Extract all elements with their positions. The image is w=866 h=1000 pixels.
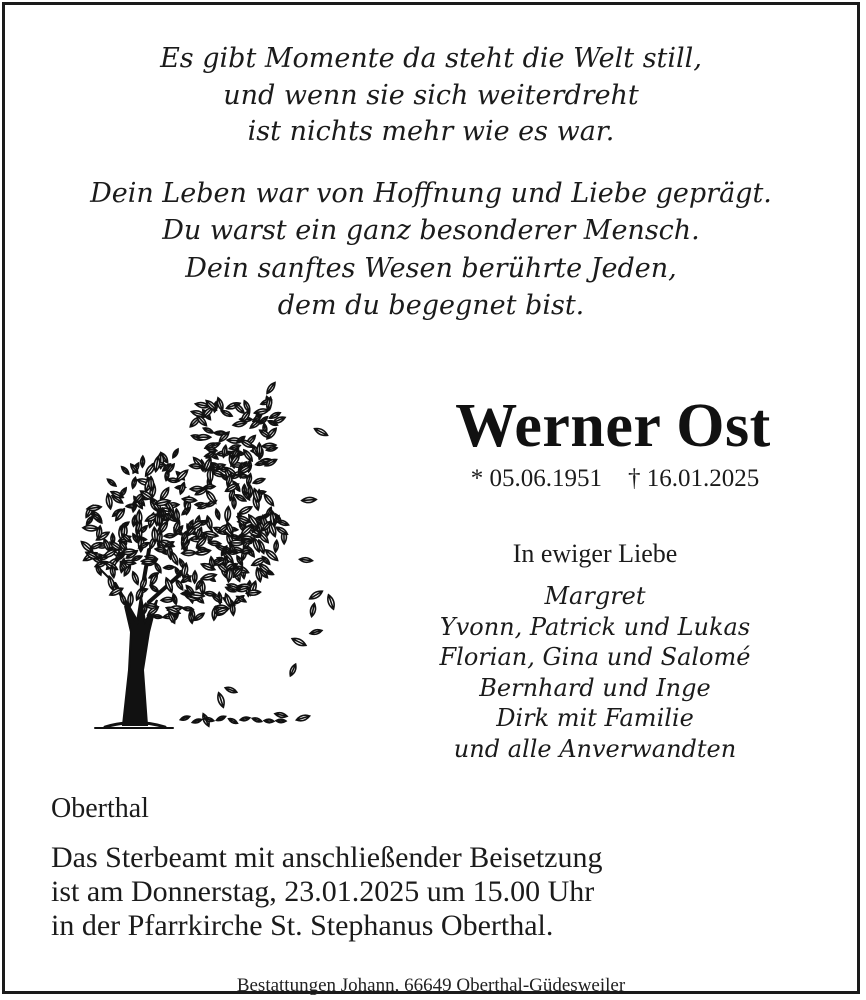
list-item: Yvonn, Patrick und Lukas [439, 612, 751, 641]
service-line: ist am Donnerstag, 23.01.2025 um 15.00 Uhr [51, 875, 595, 908]
list-item: Margret [544, 582, 646, 610]
list-item: Bernhard und Inge [479, 673, 711, 702]
birth-date: * 05.06.1951 [470, 465, 602, 492]
deceased-name: Werner Ost [455, 392, 771, 460]
list-item: Dirk mit Familie [496, 704, 694, 732]
poem-line: und wenn sie sich weiterdreht [223, 79, 639, 111]
life-dates [425, 465, 805, 493]
service-line: Das Sterbeamt mit anschließender Beisetzung [51, 841, 603, 874]
service-info [51, 841, 603, 943]
place-name: Oberthal [51, 793, 149, 824]
mourners-intro: In ewiger Liebe [512, 539, 678, 568]
service-line: in der Pfarrkirche St. Stephanus Oberthal. [51, 909, 554, 942]
death-date: † 16.01.2025 [628, 465, 760, 492]
poem-line: Dein Leben war von Hoffnung und Liebe geprägt. [90, 178, 772, 209]
mourners-list [385, 581, 805, 764]
poem-line: Du warst ein ganz besonderer Mensch. [162, 215, 700, 246]
poem-line: dem du begegnet bist. [277, 289, 585, 321]
poem-stanza-3 [5, 251, 857, 324]
obituary-notice [2, 2, 860, 994]
poem-line: Dein sanftes Wesen berührte Jeden, [185, 253, 677, 284]
poem-stanza-1 [5, 41, 857, 151]
windblown-tree-icon [45, 370, 345, 730]
poem-line: ist nichts mehr wie es war. [247, 116, 615, 147]
list-item: Florian, Gina und Salomé [439, 643, 751, 671]
poem-stanza-2 [5, 175, 857, 249]
list-item: und alle Anverwandten [453, 734, 737, 763]
poem-line: Es gibt Momente da steht die Welt still, [160, 43, 702, 74]
funeral-home-footer: Bestattungen Johann, 66649 Oberthal-Güdesweiler [236, 975, 626, 996]
